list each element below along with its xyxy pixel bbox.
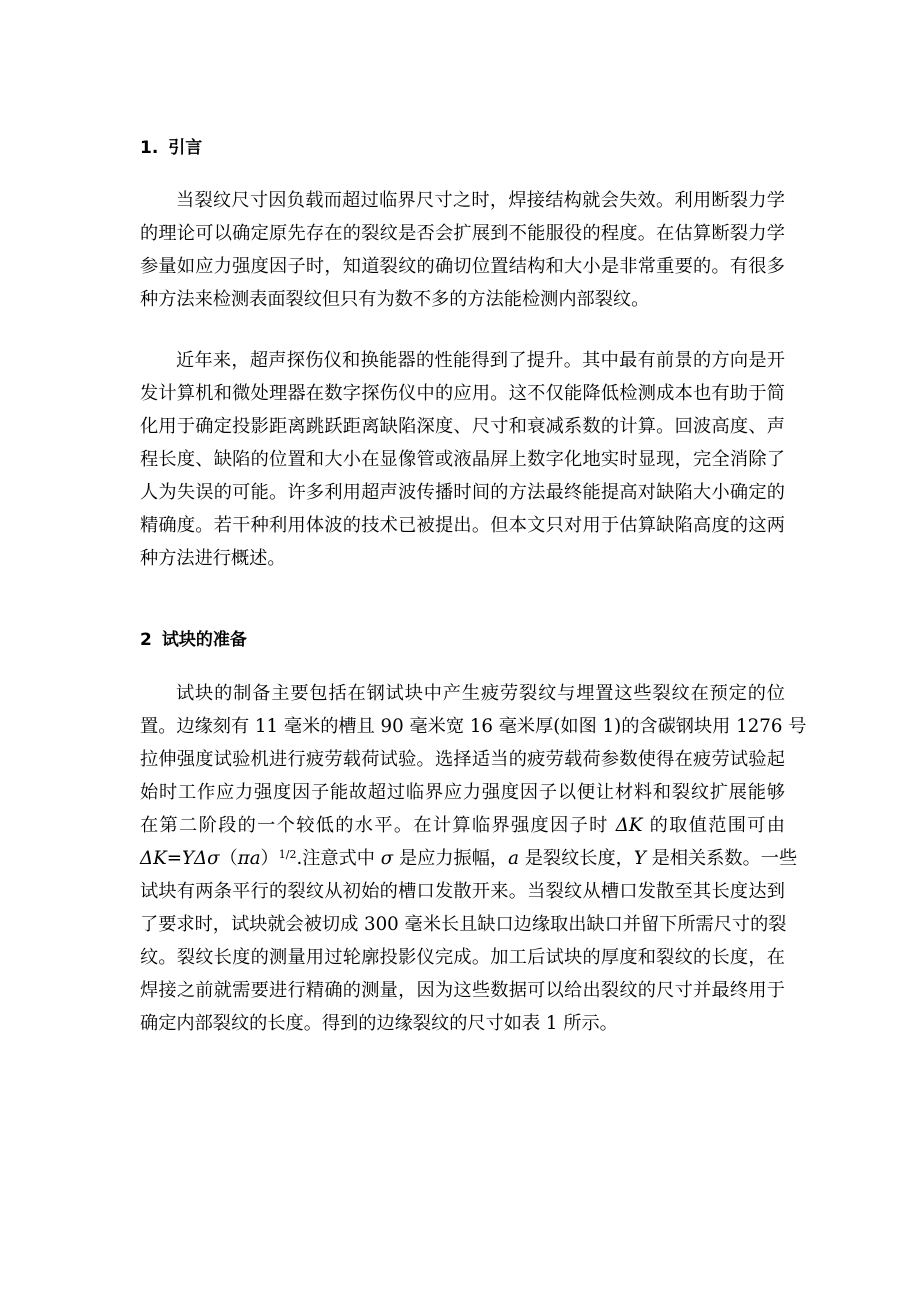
formula-paren-open: （ bbox=[219, 848, 238, 869]
formula-paren-close: ） bbox=[260, 848, 279, 869]
line-text: 的取值范围可由 bbox=[642, 815, 785, 836]
text-line: 了要求时，试块就会被切成 300 毫米长且缺口边缘取出缺口并留下所需尺寸的裂 bbox=[140, 914, 787, 935]
text-line: 纹。裂纹长度的测量用过轮廓投影仪完成。加工后试块的厚度和裂纹的长度，在 bbox=[140, 947, 785, 968]
section-2-number: 2 bbox=[140, 630, 152, 650]
section-2-heading bbox=[140, 628, 247, 652]
a-symbol: a bbox=[508, 848, 519, 869]
line-text: 在第二阶段的一个较低的水平。在计算临界强度因子时 bbox=[140, 815, 616, 836]
section-2-title: 试块的准备 bbox=[161, 630, 247, 650]
formula-lhs: ΔK=YΔσ bbox=[140, 848, 220, 869]
line-text: 是裂纹长度， bbox=[518, 848, 634, 869]
formula-exponent: 1/2 bbox=[278, 848, 297, 861]
text-line: 的理论可以确定原先存在的裂纹是否会扩展到不能服役的程度。在估算断裂力学 bbox=[140, 223, 785, 244]
text-line bbox=[140, 809, 785, 842]
text-line: 种方法进行概述。 bbox=[140, 548, 286, 569]
section-1-paragraph-1 bbox=[140, 184, 785, 316]
text-line: 试块有两条平行的裂纹从初始的槽口发散开来。当裂纹从槽口发散至其长度达到 bbox=[140, 881, 785, 902]
text-line: 人为失误的可能。许多利用超声波传播时间的方法最终能提高对缺陷大小确定的 bbox=[140, 482, 785, 503]
section-1-number: 1. bbox=[140, 138, 159, 158]
y-symbol: Y bbox=[633, 848, 646, 869]
text-line: 当裂纹尺寸因负载而超过临界尺寸之时，焊接结构就会失效。利用断裂力学 bbox=[176, 190, 785, 211]
text-line: 拉伸强度试验机进行疲劳载荷试验。选择适当的疲劳载荷参数使得在疲劳试验起 bbox=[140, 749, 785, 770]
text-line: 置。边缘刻有 11 毫米的槽且 90 毫米宽 16 毫米厚(如图 1)的含碳钢块用 1276 号 bbox=[140, 716, 807, 737]
section-1-heading bbox=[140, 136, 202, 160]
text-line: 种方法来检测表面裂纹但只有为数不多的方法能检测内部裂纹。 bbox=[140, 289, 650, 310]
delta-k-symbol: ΔK bbox=[615, 815, 643, 836]
section-1-title: 引言 bbox=[168, 138, 203, 158]
text-line: 发计算机和微处理器在数字探伤仪中的应用。这不仅能降低检测成本也有助于简 bbox=[140, 383, 785, 404]
formula-line bbox=[140, 842, 798, 875]
text-line: 始时工作应力强度因子能故超过临界应力强度因子以便让材料和裂纹扩展能够 bbox=[140, 782, 785, 803]
section-1-paragraph-2 bbox=[140, 344, 785, 575]
text-line: 试块的制备主要包括在钢试块中产生疲劳裂纹与埋置这些裂纹在预定的位 bbox=[176, 683, 785, 704]
text-line: 化用于确定投影距离跳跃距离缺陷深度、尺寸和衰减系数的计算。回波高度、声 bbox=[140, 416, 785, 437]
text-line: 参量如应力强度因子时，知道裂纹的确切位置结构和大小是非常重要的。有很多 bbox=[140, 256, 785, 277]
text-line: 程长度、缺陷的位置和大小在显像管或液晶屏上数字化地实时显现，完全消除了 bbox=[140, 449, 785, 470]
line-text: 是相关系数。一些 bbox=[645, 848, 798, 869]
sigma-symbol: σ bbox=[380, 848, 394, 869]
text-line: 确定内部裂纹的长度。得到的边缘裂纹的尺寸如表 1 所示。 bbox=[140, 1013, 618, 1034]
line-text: .注意式中 bbox=[296, 848, 381, 869]
text-line: 近年来，超声探伤仪和换能器的性能得到了提升。其中最有前景的方向是开 bbox=[176, 350, 785, 371]
text-line: 精确度。若干种利用体波的技术已被提出。但本文只对用于估算缺陷高度的这两 bbox=[140, 515, 785, 536]
formula-pi-a: πa bbox=[237, 848, 261, 869]
text-line: 焊接之前就需要进行精确的测量，因为这些数据可以给出裂纹的尺寸并最终用于 bbox=[140, 980, 785, 1001]
line-text: 是应力振幅， bbox=[393, 848, 509, 869]
section-2-paragraph bbox=[140, 677, 807, 1040]
